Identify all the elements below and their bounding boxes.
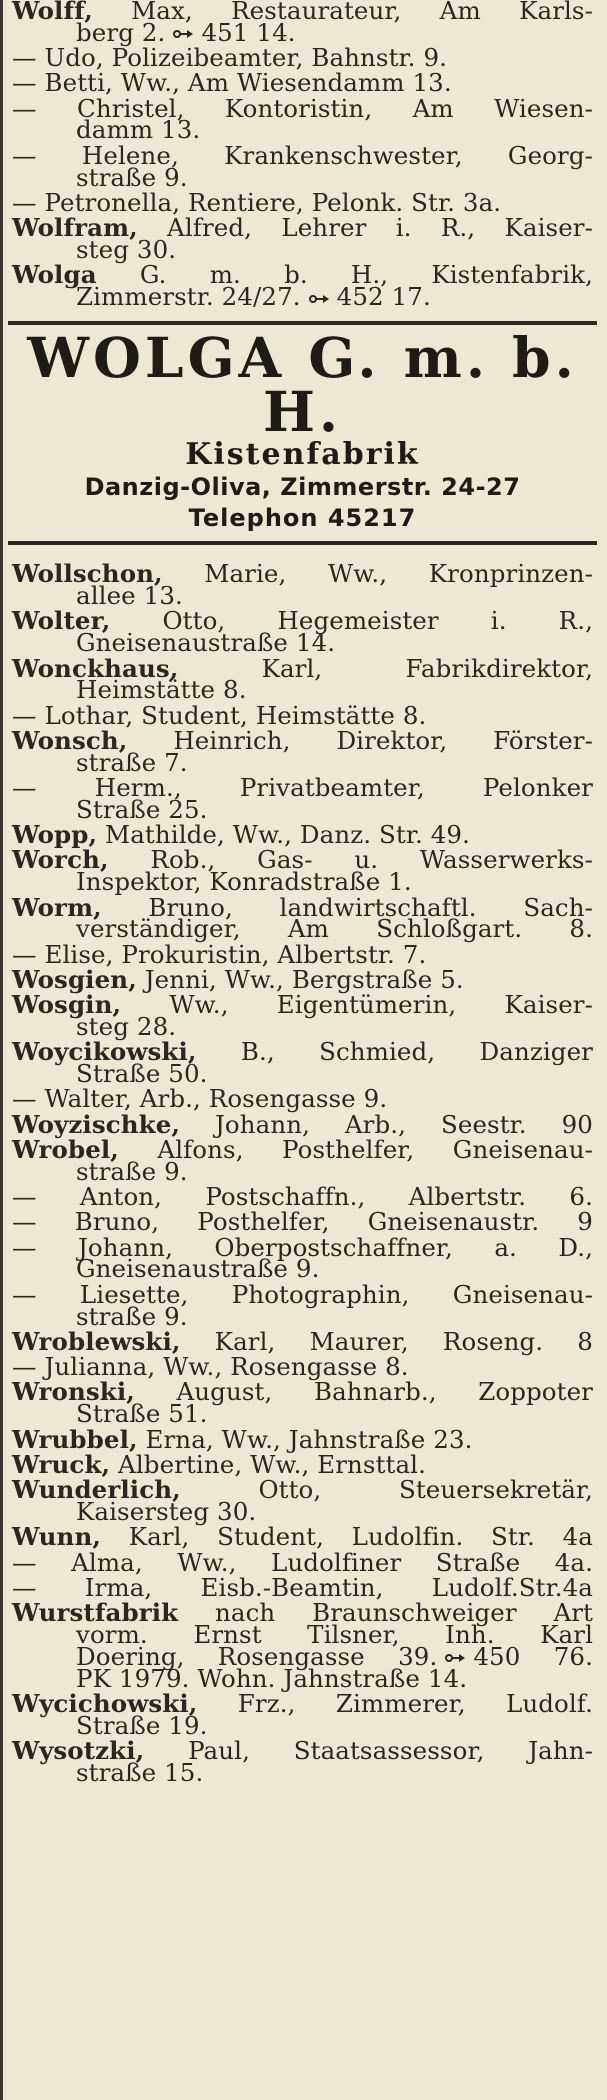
entry-text: damm 13. <box>76 115 201 145</box>
entry-text: G. m. b. H., Kistenfabrik, <box>96 260 593 290</box>
ad-telephone: Telephon 45217 <box>188 504 417 533</box>
entry-text: — Lothar, Student, Heimstätte 8. <box>12 700 427 730</box>
entry-text: — Helene, Krankenschwester, Georg- <box>12 140 593 170</box>
entry-line <box>12 1449 593 1479</box>
entry-name: Wurstfabrik <box>12 1598 179 1628</box>
entry-name: Wolter, <box>12 606 111 636</box>
ad-address: Danzig-Oliva, Zimmerstr. 24-27 <box>84 473 521 502</box>
phone-number: 451 14. <box>201 17 296 47</box>
entry-text: August, Bahnarb., Zoppoter <box>134 1377 593 1407</box>
entry-text: straße 9. <box>76 162 188 192</box>
entries-bottom <box>12 559 593 1787</box>
directory-entry <box>12 1735 593 1787</box>
entry-name: Woycikowski, <box>12 1037 197 1067</box>
entry-text: Frz., Zimmerer, Ludolf. <box>197 1688 593 1718</box>
entry-line <box>12 187 593 217</box>
entry-text: Otto, Hegemeister i. R., <box>110 606 593 636</box>
phone-number: 452 17. <box>336 282 431 312</box>
entry-name: Wonckhaus, <box>12 653 179 683</box>
entry-text: straße 7. <box>76 747 188 777</box>
entry-text: — Christel, Kontoristin, Am Wiesen- <box>12 93 593 123</box>
entry-text: berg 2. <box>76 17 166 47</box>
entry-name: Woyzischke, <box>12 1109 181 1139</box>
entry-line <box>12 1496 593 1526</box>
entry-line <box>12 1424 593 1454</box>
directory-entry <box>12 725 593 777</box>
entry-line <box>12 282 593 312</box>
entry-name: Wronski, <box>12 1377 135 1407</box>
directory-entry <box>12 892 593 944</box>
entry-text: — Irma, Eisb.-Beamtin, Ludolf.Str.4a <box>12 1572 593 1602</box>
entry-text: nach Braunschweiger Art <box>178 1598 593 1628</box>
entry-text: Alfons, Posthelfer, Gneisenau- <box>118 1134 593 1164</box>
entry-text: Karl, Fabrikdirektor, <box>178 653 593 683</box>
entry-text: Zimmerstr. 24/27. <box>76 282 301 312</box>
entry-line <box>12 1399 593 1429</box>
directory-entry <box>12 773 593 824</box>
entry-text: steg 30. <box>76 234 177 264</box>
directory-entry <box>12 93 593 145</box>
entry-line <box>12 43 593 73</box>
entry-name: Wroblewski, <box>12 1326 181 1356</box>
directory-entry <box>12 1134 593 1186</box>
entry-line <box>12 1352 593 1382</box>
entry-name: Wolff, <box>12 0 93 25</box>
entry-line <box>12 675 593 705</box>
entry-text: Doering, Rosengasse 39. <box>76 1641 438 1671</box>
entry-name: Worch, <box>12 845 109 875</box>
entry-line <box>12 1522 593 1552</box>
entry-name: Wruck, <box>12 1449 111 1479</box>
entry-line <box>12 1059 593 1089</box>
directory-entry <box>12 1279 593 1331</box>
entry-line <box>12 914 593 944</box>
entry-text: Inspektor, Konradstraße 1. <box>76 867 412 897</box>
entry-name: Wopp, <box>12 820 98 850</box>
entry-text: Ww., Eigentümerin, Kaiser- <box>121 990 593 1020</box>
entry-text: — Petronella, Rentiere, Pelonk. Str. 3a. <box>12 187 502 217</box>
entry-name: Worm, <box>12 892 102 922</box>
entry-line <box>12 1710 593 1740</box>
entry-line <box>12 1757 593 1787</box>
entry-text: — Bruno, Posthelfer, Gneisenaustr. 9 <box>12 1207 593 1237</box>
directory-entry <box>12 140 593 192</box>
entry-text: Johann, Arb., Seestr. 90 <box>180 1109 593 1139</box>
entry-line <box>12 1254 593 1284</box>
directory-entry <box>12 653 593 705</box>
entry-line <box>12 162 593 192</box>
telephone-arrow-icon <box>445 1652 467 1664</box>
directory-entry <box>12 213 593 264</box>
entry-text: straße 9. <box>76 1301 188 1331</box>
entry-text: Heinrich, Direktor, Förster- <box>127 725 593 755</box>
telephone-arrow-icon <box>173 28 195 40</box>
entry-text: Alfred, Lehrer i. R., Kaiser- <box>137 213 593 243</box>
ad-title: WOLGA G. m. b. H. <box>27 325 578 445</box>
entry-text: allee 13. <box>76 581 183 611</box>
entry-text: Rob., Gas- u. Wasserwerks- <box>108 845 593 875</box>
entry-name: Wycichowski, <box>12 1688 198 1718</box>
column-rule <box>0 0 3 2100</box>
entry-text: — Anton, Postschaffn., Albertstr. 6. <box>12 1182 593 1212</box>
entries-top <box>12 0 593 311</box>
entry-line <box>12 1156 593 1186</box>
entry-text: Straße 50. <box>76 1059 208 1089</box>
entry-line <box>12 1109 593 1139</box>
entry-name: Wosgin, <box>12 990 122 1020</box>
entry-text: Erna, Ww., Jahnstraße 23. <box>137 1424 473 1454</box>
ad-bottom-rule <box>8 541 597 545</box>
entry-name: Wrobel, <box>12 1134 119 1164</box>
entry-text: Gneisenaustraße 9. <box>76 1254 320 1284</box>
entry-line <box>12 820 593 850</box>
entry-name: Wysotzki, <box>12 1735 145 1765</box>
entry-line <box>12 1012 593 1041</box>
entry-text: Marie, Ww., Kronprinzen- <box>162 559 593 589</box>
entry-text: — Betti, Ww., Am Wiesendamm 13. <box>12 68 452 98</box>
entry-text: — Elise, Prokuristin, Albertstr. 7. <box>12 939 427 969</box>
entry-name: Wosgien, <box>12 964 137 994</box>
directory-entry <box>12 990 593 1041</box>
entry-line <box>12 1663 593 1693</box>
entry-line <box>12 794 593 824</box>
directory-entry <box>12 1598 593 1693</box>
entry-line <box>12 115 593 145</box>
entry-text: — Liesette, Photographin, Gneisenau- <box>12 1279 593 1309</box>
directory-entry <box>12 1688 593 1740</box>
entry-line <box>12 939 593 969</box>
entry-line <box>12 68 593 98</box>
entry-line <box>12 964 593 994</box>
ad-subtitle: Kistenfabrik <box>185 437 420 473</box>
entry-line <box>12 1547 593 1577</box>
entry-line <box>12 234 593 264</box>
entry-text: — Udo, Polizeibeamter, Bahnstr. 9. <box>12 43 448 73</box>
entry-name: Wunn, <box>12 1522 101 1552</box>
directory-entry <box>12 845 593 897</box>
entry-text: Paul, Staatsassessor, Jahn- <box>144 1735 593 1765</box>
directory-entry <box>12 1037 593 1089</box>
directory-entry <box>12 1232 593 1284</box>
advertisement <box>12 325 593 533</box>
entry-text: Bruno, landwirtschaftl. Sach- <box>101 892 593 922</box>
entry-text: Karl, Maurer, Roseng. 8 <box>180 1326 593 1356</box>
entry-name: Wonsch, <box>12 725 128 755</box>
entry-line <box>12 1084 593 1114</box>
entry-text: Mathilde, Ww., Danz. Str. 49. <box>97 820 471 850</box>
entry-name: Wolfram, <box>12 213 138 243</box>
entry-text: — Alma, Ww., Ludolfiner Straße 4a. <box>12 1547 593 1577</box>
entry-name: Wunderlich, <box>12 1475 181 1505</box>
entry-text: — Herm., Privatbeamter, Pelonker <box>12 773 593 803</box>
entry-line <box>12 1326 593 1356</box>
entry-line <box>12 747 593 777</box>
entry-text: Straße 25. <box>76 794 208 824</box>
entry-name: Wolga <box>12 260 97 290</box>
phone-number: 450 76. <box>473 1641 593 1671</box>
entry-name: Wrubbel, <box>12 1424 138 1454</box>
directory-entry <box>12 606 593 658</box>
entry-text: — Julianna, Ww., Rosengasse 8. <box>12 1352 409 1382</box>
entry-line <box>12 1301 593 1331</box>
entry-text: PK 1979. Wohn. Jahnstraße 14. <box>76 1663 468 1693</box>
entry-text: Straße 51. <box>76 1399 208 1429</box>
entry-text: straße 15. <box>76 1757 204 1787</box>
entry-text: verständiger, Am Schloßgart. 8. <box>76 914 593 944</box>
entry-text: Otto, Steuersekretär, <box>180 1475 593 1505</box>
directory-entry <box>12 1475 593 1526</box>
entry-line <box>12 17 593 47</box>
entry-line <box>12 1207 593 1237</box>
entry-text: vorm. Ernst Tilsner, Inh. Karl <box>76 1619 593 1649</box>
entry-text: — Johann, Oberpostschaffner, a. D., <box>12 1232 593 1262</box>
directory-entry <box>12 1377 593 1429</box>
entry-text: straße 9. <box>76 1156 188 1186</box>
entry-text: Heimstätte 8. <box>76 675 247 705</box>
directory-entry <box>12 559 593 611</box>
entry-line <box>12 867 593 897</box>
entry-text: — Walter, Arb., Rosengasse 9. <box>12 1084 388 1114</box>
entry-line <box>12 581 593 611</box>
entry-text: Albertine, Ww., Ernsttal. <box>110 1449 426 1479</box>
entry-name: Wollschon, <box>12 559 163 589</box>
entry-line <box>12 1182 593 1212</box>
entry-line <box>12 700 593 730</box>
entry-text: Gneisenaustraße 14. <box>76 628 336 658</box>
entry-text: Karl, Student, Ludolfin. Str. 4a <box>101 1522 593 1552</box>
entry-text: Straße 19. <box>76 1710 208 1740</box>
entry-line <box>12 628 593 658</box>
entry-text: Max, Restaurateur, Am Karls- <box>92 0 593 25</box>
entry-text: steg 28. <box>76 1012 177 1041</box>
directory-entry <box>12 260 593 312</box>
entry-line <box>12 1572 593 1602</box>
directory-entry <box>12 0 593 47</box>
entry-text: Jenni, Ww., Bergstraße 5. <box>136 964 464 994</box>
entry-text: Kaisersteg 30. <box>76 1496 257 1526</box>
telephone-arrow-icon <box>309 293 331 305</box>
entry-text: B., Schmied, Danziger <box>196 1037 593 1067</box>
